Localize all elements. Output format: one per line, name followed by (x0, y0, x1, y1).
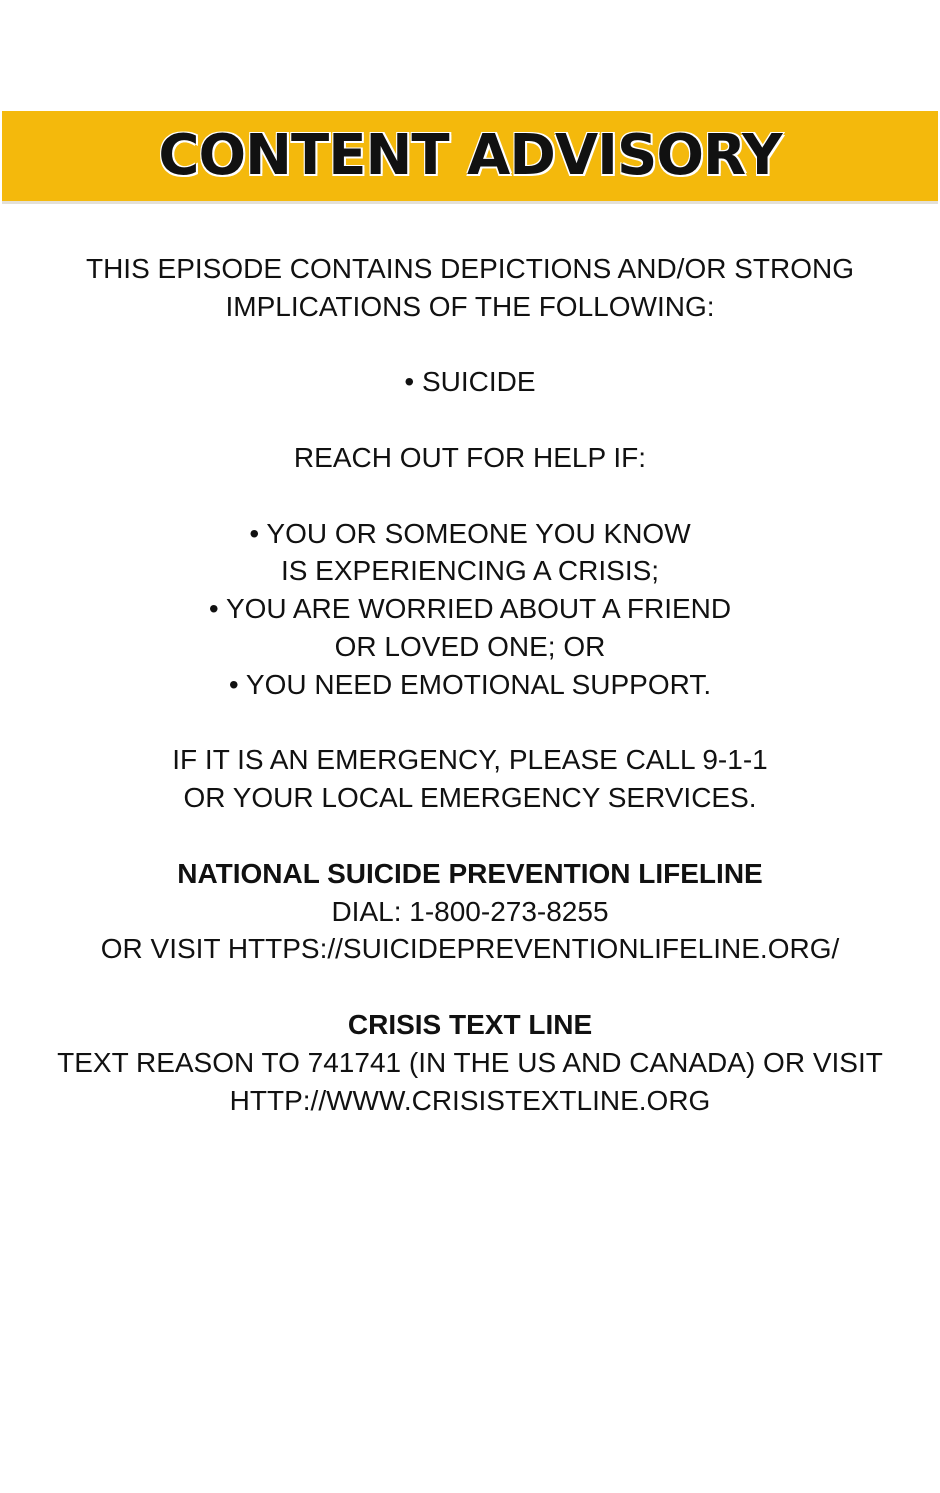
content-advisory-banner (2, 111, 938, 204)
advisory-content (0, 250, 940, 1119)
help-line: • YOU OR SOMEONE YOU KNOW (249, 517, 691, 549)
intro-line-1: THIS EPISODE CONTAINS DEPICTIONS AND/OR STRONG (85, 253, 855, 284)
crisis-text-line-name: CRISIS TEXT LINE (347, 1008, 593, 1040)
emergency-line-2: OR YOUR LOCAL EMERGENCY SERVICES. (183, 782, 757, 814)
help-line: • YOU NEED EMOTIONAL SUPPORT. (228, 668, 712, 700)
intro-line-2: IMPLICATIONS OF THE FOLLOWING: (225, 290, 715, 322)
lifeline-website[interactable]: OR VISIT HTTPS://SUICIDEPREVENTIONLIFELINE.ORG/ (100, 933, 840, 965)
spacer (0, 704, 940, 742)
spacer (0, 817, 940, 855)
spacer (0, 326, 940, 364)
help-heading: REACH OUT FOR HELP IF: (293, 441, 647, 473)
spacer (0, 401, 940, 439)
emergency-line-1: IF IT IS AN EMERGENCY, PLEASE CALL 9-1-1 (172, 744, 768, 776)
lifeline-phone: DIAL: 1-800-273-8255 (331, 895, 609, 927)
crisis-text-instructions: TEXT REASON TO 741741 (IN THE US AND CANADA) OR VISIT (57, 1046, 883, 1078)
help-line: • YOU ARE WORRIED ABOUT A FRIEND (208, 593, 732, 625)
banner-title: CONTENT ADVISORY (158, 123, 782, 188)
crisis-text-website[interactable]: HTTP://WWW.CRISISTEXTLINE.ORG (229, 1084, 711, 1116)
lifeline-name: NATIONAL SUICIDE PREVENTION LIFELINE (177, 857, 763, 889)
topic-item: • SUICIDE (404, 366, 536, 398)
help-line: OR LOVED ONE; OR (334, 630, 606, 662)
spacer (0, 477, 940, 515)
help-line: IS EXPERIENCING A CRISIS; (280, 555, 660, 587)
spacer (0, 968, 940, 1006)
